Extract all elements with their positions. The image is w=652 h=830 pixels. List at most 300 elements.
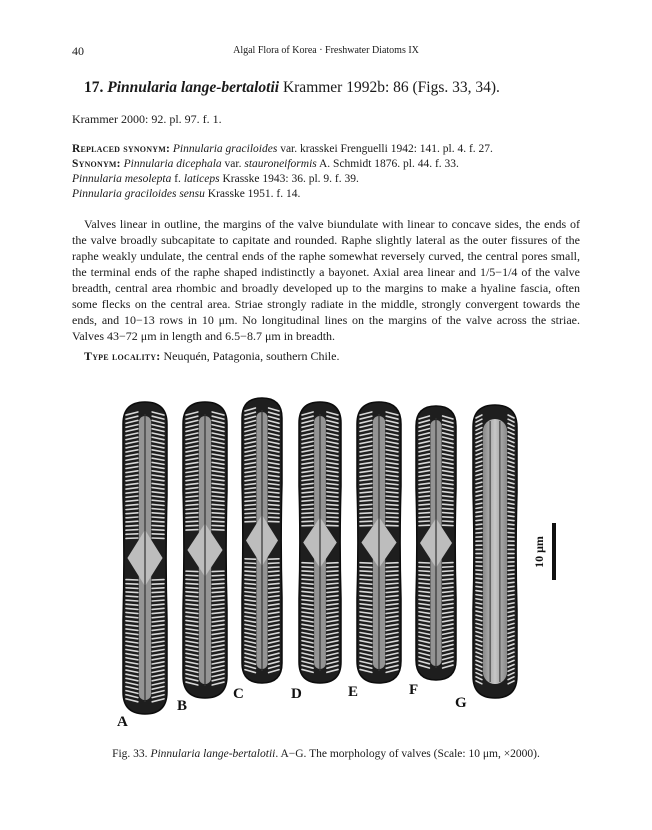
stria bbox=[508, 586, 514, 587]
stria bbox=[302, 425, 313, 428]
stria bbox=[126, 670, 138, 672]
stria bbox=[212, 513, 224, 514]
stria bbox=[443, 640, 453, 642]
stria bbox=[245, 509, 255, 510]
stria bbox=[386, 483, 398, 484]
stria bbox=[269, 496, 279, 497]
stria bbox=[245, 649, 255, 651]
stria bbox=[302, 500, 313, 501]
stria bbox=[186, 429, 198, 432]
stria bbox=[419, 450, 429, 452]
stria bbox=[419, 496, 429, 497]
stria bbox=[269, 608, 279, 610]
stria bbox=[508, 660, 514, 662]
stria bbox=[126, 588, 138, 589]
stria bbox=[245, 575, 255, 576]
stria bbox=[386, 587, 398, 588]
panel-label-c: C bbox=[233, 686, 244, 702]
stria bbox=[126, 678, 138, 681]
stria bbox=[212, 637, 224, 639]
description-paragraph: Valves linear in outline, the margins of the valve biundulate with linear to concave sides, the ends of the valve broadly subcapitate to capitate and rounded. Raphe slightly lateral as the outer fissures of the raphe weakly undulate, the central ends of the raphe somewhat reversely curved, the central pores small, the terminal ends of the raphe shaped indistinctly a bayonet. Axial area linear and 1/5−1/4 of the valve breadth, central area rhombic and broadly developed up to the margins to make a hyaline fascia, often some flecks on the central area. Striae strongly radiate in the middle, strongly convergent towards the ends, and 10−13 rows in 10 μm. No longitudinal lines on the margins of the valve across the striae. Valves 43−72 μm in length and 6.5−8.7 μm in breadth. bbox=[72, 217, 580, 343]
stria bbox=[269, 437, 279, 439]
stria bbox=[302, 446, 313, 448]
stria bbox=[212, 649, 224, 651]
axial-area bbox=[430, 420, 441, 666]
stria bbox=[360, 571, 372, 572]
stria bbox=[212, 657, 224, 659]
synonym-line-2 bbox=[72, 172, 493, 187]
stria bbox=[245, 421, 255, 424]
stria bbox=[302, 616, 313, 618]
stria bbox=[327, 657, 338, 660]
stria bbox=[386, 467, 398, 469]
stria bbox=[419, 595, 429, 596]
stria bbox=[386, 416, 398, 419]
stria bbox=[302, 604, 313, 605]
stria bbox=[126, 479, 138, 481]
stria bbox=[419, 599, 429, 600]
stria bbox=[360, 604, 372, 605]
stria bbox=[476, 449, 482, 451]
stria bbox=[212, 500, 224, 501]
stria bbox=[212, 433, 224, 436]
stria bbox=[152, 437, 164, 439]
stria bbox=[212, 662, 224, 664]
stria bbox=[327, 600, 338, 601]
stria bbox=[443, 517, 453, 518]
stria bbox=[186, 425, 198, 428]
stria bbox=[186, 682, 198, 685]
stria bbox=[126, 429, 138, 432]
stria bbox=[245, 496, 255, 497]
stria bbox=[245, 612, 255, 614]
stria bbox=[443, 620, 453, 622]
stria bbox=[186, 666, 198, 669]
stria bbox=[245, 583, 255, 584]
stria bbox=[152, 629, 164, 630]
stria bbox=[126, 475, 138, 477]
stria bbox=[508, 636, 514, 638]
stria bbox=[360, 492, 372, 493]
stria bbox=[360, 429, 372, 432]
stria bbox=[327, 488, 338, 489]
stria bbox=[212, 496, 224, 497]
stria bbox=[327, 633, 338, 635]
stria bbox=[212, 437, 224, 439]
stria bbox=[386, 604, 398, 605]
stria bbox=[360, 488, 372, 489]
stria bbox=[126, 649, 138, 651]
stria bbox=[476, 599, 482, 600]
stria bbox=[419, 475, 429, 477]
stria bbox=[302, 571, 313, 572]
stria bbox=[419, 462, 429, 464]
stria bbox=[419, 612, 429, 614]
stria bbox=[212, 420, 224, 423]
stria bbox=[508, 495, 514, 496]
stria bbox=[419, 487, 429, 488]
stria bbox=[212, 475, 224, 477]
stria bbox=[419, 517, 429, 518]
stria bbox=[508, 428, 514, 431]
stria bbox=[212, 629, 224, 631]
stria bbox=[245, 592, 255, 593]
stria bbox=[152, 441, 164, 443]
stria bbox=[327, 571, 338, 572]
stria bbox=[327, 462, 338, 464]
synonym-2-name: Pinnularia mesolepta bbox=[72, 173, 172, 185]
stria bbox=[302, 608, 313, 610]
stria bbox=[419, 433, 429, 436]
stria bbox=[212, 458, 224, 460]
stria bbox=[245, 416, 255, 419]
stria bbox=[327, 653, 338, 656]
stria bbox=[443, 599, 453, 600]
stria bbox=[476, 591, 482, 592]
stria bbox=[302, 458, 313, 460]
stria bbox=[386, 645, 398, 647]
stria bbox=[152, 509, 164, 510]
stria bbox=[302, 624, 313, 626]
stria bbox=[269, 612, 279, 614]
synonym-1-tail: A. Schmidt 1876. pl. 44. f. 33. bbox=[316, 158, 459, 170]
stria bbox=[508, 415, 514, 418]
stria bbox=[302, 649, 313, 651]
stria bbox=[386, 433, 398, 435]
stria bbox=[360, 425, 372, 428]
stria bbox=[302, 454, 313, 456]
stria bbox=[476, 644, 482, 646]
stria bbox=[386, 600, 398, 601]
stria bbox=[327, 479, 338, 480]
stria bbox=[386, 669, 398, 672]
stria bbox=[152, 496, 164, 497]
stria bbox=[386, 496, 398, 497]
stria bbox=[476, 520, 482, 521]
stria bbox=[269, 463, 279, 465]
stria bbox=[508, 470, 514, 472]
stria bbox=[327, 517, 338, 518]
stria bbox=[508, 423, 514, 426]
stria bbox=[360, 653, 372, 656]
stria bbox=[302, 596, 313, 597]
stria bbox=[360, 500, 372, 501]
stria bbox=[386, 441, 398, 443]
stria bbox=[386, 583, 398, 584]
stria bbox=[152, 670, 164, 672]
stria bbox=[419, 513, 429, 514]
stria bbox=[443, 437, 453, 439]
stria bbox=[186, 629, 198, 631]
stria bbox=[126, 600, 138, 601]
stria bbox=[508, 607, 514, 608]
stria bbox=[476, 603, 482, 604]
synonym-3-name: Pinnularia graciloides sensu bbox=[72, 188, 205, 200]
stria bbox=[269, 517, 279, 518]
stria bbox=[152, 641, 164, 643]
stria bbox=[212, 467, 224, 469]
stria bbox=[419, 628, 429, 630]
stria bbox=[186, 471, 198, 473]
stria bbox=[302, 504, 313, 505]
stria bbox=[476, 524, 482, 525]
stria bbox=[302, 633, 313, 635]
stria bbox=[360, 483, 372, 484]
stria bbox=[212, 479, 224, 481]
stria bbox=[360, 412, 372, 415]
stria bbox=[269, 442, 279, 444]
stria bbox=[386, 661, 398, 664]
stria bbox=[476, 486, 482, 487]
stria bbox=[508, 681, 514, 684]
stria bbox=[186, 513, 198, 514]
stria bbox=[186, 496, 198, 497]
stria bbox=[443, 475, 453, 477]
stria bbox=[476, 648, 482, 650]
stria bbox=[152, 420, 164, 423]
stria bbox=[419, 579, 429, 580]
stria bbox=[212, 579, 224, 580]
stria bbox=[152, 488, 164, 489]
stria bbox=[126, 500, 138, 501]
stria bbox=[508, 419, 514, 422]
stria bbox=[186, 446, 198, 448]
stria bbox=[152, 637, 164, 639]
stria bbox=[476, 444, 482, 446]
caption-rest: . A−G. The morphology of valves (Scale: 10 μm, ×2000). bbox=[275, 748, 540, 760]
stria bbox=[126, 592, 138, 593]
stria bbox=[302, 583, 313, 584]
stria bbox=[269, 500, 279, 501]
stria bbox=[302, 612, 313, 614]
stria bbox=[476, 474, 482, 476]
stria bbox=[212, 575, 224, 576]
stria bbox=[302, 429, 313, 432]
stria bbox=[245, 645, 255, 647]
stria bbox=[419, 575, 429, 576]
valve-outline bbox=[357, 402, 401, 683]
stria bbox=[508, 619, 514, 621]
caption-prefix: Fig. 33. bbox=[112, 748, 151, 760]
stria bbox=[327, 620, 338, 622]
stria bbox=[419, 466, 429, 468]
stria bbox=[419, 665, 429, 668]
stria bbox=[327, 425, 338, 428]
stria bbox=[186, 620, 198, 622]
stria bbox=[245, 429, 255, 432]
stria bbox=[245, 513, 255, 514]
stria bbox=[186, 678, 198, 681]
panel-label-a: A bbox=[117, 714, 128, 730]
stria bbox=[508, 512, 514, 513]
stria bbox=[302, 579, 313, 580]
stria bbox=[443, 583, 453, 584]
stria bbox=[152, 600, 164, 601]
stria bbox=[186, 450, 198, 452]
synonym-line-3 bbox=[72, 187, 493, 202]
stria bbox=[186, 608, 198, 609]
stria bbox=[386, 567, 398, 568]
stria bbox=[126, 645, 138, 647]
replaced-synonym-line bbox=[72, 142, 493, 157]
central-area bbox=[127, 530, 162, 586]
stria bbox=[386, 492, 398, 493]
figure-caption bbox=[0, 748, 652, 760]
stria bbox=[152, 492, 164, 493]
valve-a bbox=[123, 402, 167, 714]
stria bbox=[327, 475, 338, 477]
stria bbox=[360, 616, 372, 618]
stria bbox=[386, 591, 398, 592]
stria bbox=[126, 666, 138, 668]
stria bbox=[152, 666, 164, 668]
stria bbox=[212, 462, 224, 464]
stria bbox=[508, 453, 514, 455]
axial-area bbox=[139, 416, 151, 700]
stria bbox=[360, 475, 372, 477]
stria bbox=[476, 419, 482, 422]
stria bbox=[443, 429, 453, 432]
stria bbox=[186, 625, 198, 627]
stria bbox=[245, 471, 255, 473]
stria bbox=[269, 670, 279, 673]
stria bbox=[152, 695, 164, 698]
synonym-2-rest: f. bbox=[171, 173, 184, 185]
stria bbox=[212, 616, 224, 617]
stria bbox=[360, 567, 372, 568]
stria bbox=[508, 432, 514, 435]
stria bbox=[476, 607, 482, 608]
stria bbox=[327, 608, 338, 610]
stria bbox=[186, 649, 198, 651]
stria bbox=[443, 632, 453, 634]
stria bbox=[386, 665, 398, 668]
stria bbox=[126, 596, 138, 597]
stria bbox=[419, 616, 429, 618]
stria bbox=[152, 500, 164, 501]
stria bbox=[302, 637, 313, 639]
stria bbox=[269, 653, 279, 656]
stria bbox=[508, 628, 514, 630]
stria bbox=[476, 436, 482, 439]
stria bbox=[386, 633, 398, 635]
stria bbox=[360, 645, 372, 647]
stria bbox=[269, 649, 279, 651]
stria bbox=[152, 678, 164, 681]
stria bbox=[126, 517, 138, 518]
valve-outline bbox=[299, 402, 341, 683]
stria bbox=[360, 446, 372, 448]
stria bbox=[360, 458, 372, 460]
stria bbox=[126, 488, 138, 489]
stria bbox=[508, 603, 514, 604]
stria bbox=[126, 513, 138, 514]
stria bbox=[245, 500, 255, 501]
stria bbox=[212, 641, 224, 643]
valve-outline bbox=[473, 405, 517, 698]
species-name: Pinnularia lange-bertalotii bbox=[107, 79, 280, 96]
stria bbox=[327, 567, 338, 568]
stria bbox=[302, 433, 313, 435]
stria bbox=[126, 691, 138, 694]
stria bbox=[476, 632, 482, 634]
stria bbox=[269, 666, 279, 669]
stria bbox=[152, 446, 164, 448]
valve-outline bbox=[242, 398, 282, 683]
stria bbox=[419, 632, 429, 634]
stria bbox=[386, 420, 398, 423]
stria bbox=[212, 608, 224, 609]
stria bbox=[443, 479, 453, 480]
stria bbox=[152, 588, 164, 589]
stria bbox=[386, 596, 398, 597]
stria bbox=[386, 575, 398, 576]
stria bbox=[126, 521, 138, 522]
stria bbox=[327, 458, 338, 460]
stria bbox=[360, 462, 372, 464]
valve-outline bbox=[416, 406, 456, 680]
stria bbox=[360, 587, 372, 588]
stria bbox=[269, 563, 279, 564]
stria bbox=[152, 674, 164, 676]
stria bbox=[245, 567, 255, 568]
stria bbox=[476, 677, 482, 680]
stria bbox=[327, 624, 338, 626]
stria bbox=[126, 525, 138, 526]
stria bbox=[386, 504, 398, 505]
stria bbox=[269, 446, 279, 448]
stria bbox=[419, 620, 429, 622]
stria bbox=[508, 623, 514, 625]
stria bbox=[508, 478, 514, 480]
species-heading bbox=[84, 79, 500, 97]
stria bbox=[126, 420, 138, 423]
stria bbox=[419, 583, 429, 584]
stria bbox=[476, 440, 482, 442]
stria bbox=[302, 412, 313, 415]
stria bbox=[419, 657, 429, 660]
scale-bar-label: 10 μm bbox=[532, 536, 546, 568]
stria bbox=[476, 582, 482, 583]
stria bbox=[386, 637, 398, 639]
stria bbox=[186, 420, 198, 423]
stria bbox=[186, 475, 198, 477]
stria bbox=[302, 587, 313, 588]
stria bbox=[152, 612, 164, 613]
stria bbox=[126, 654, 138, 656]
stria bbox=[386, 450, 398, 452]
stria bbox=[245, 408, 255, 411]
stria bbox=[327, 641, 338, 643]
stria bbox=[302, 665, 313, 668]
stria bbox=[443, 587, 453, 588]
stria bbox=[269, 433, 279, 435]
stria bbox=[269, 637, 279, 639]
stria bbox=[269, 604, 279, 605]
stria bbox=[212, 504, 224, 505]
stria bbox=[327, 483, 338, 484]
stria bbox=[212, 425, 224, 428]
stria bbox=[360, 612, 372, 614]
stria bbox=[476, 623, 482, 625]
stria bbox=[327, 429, 338, 432]
central-area bbox=[303, 517, 337, 568]
stria bbox=[152, 483, 164, 485]
stria bbox=[186, 437, 198, 439]
stria bbox=[302, 653, 313, 656]
stria bbox=[302, 669, 313, 672]
stria bbox=[419, 500, 429, 501]
